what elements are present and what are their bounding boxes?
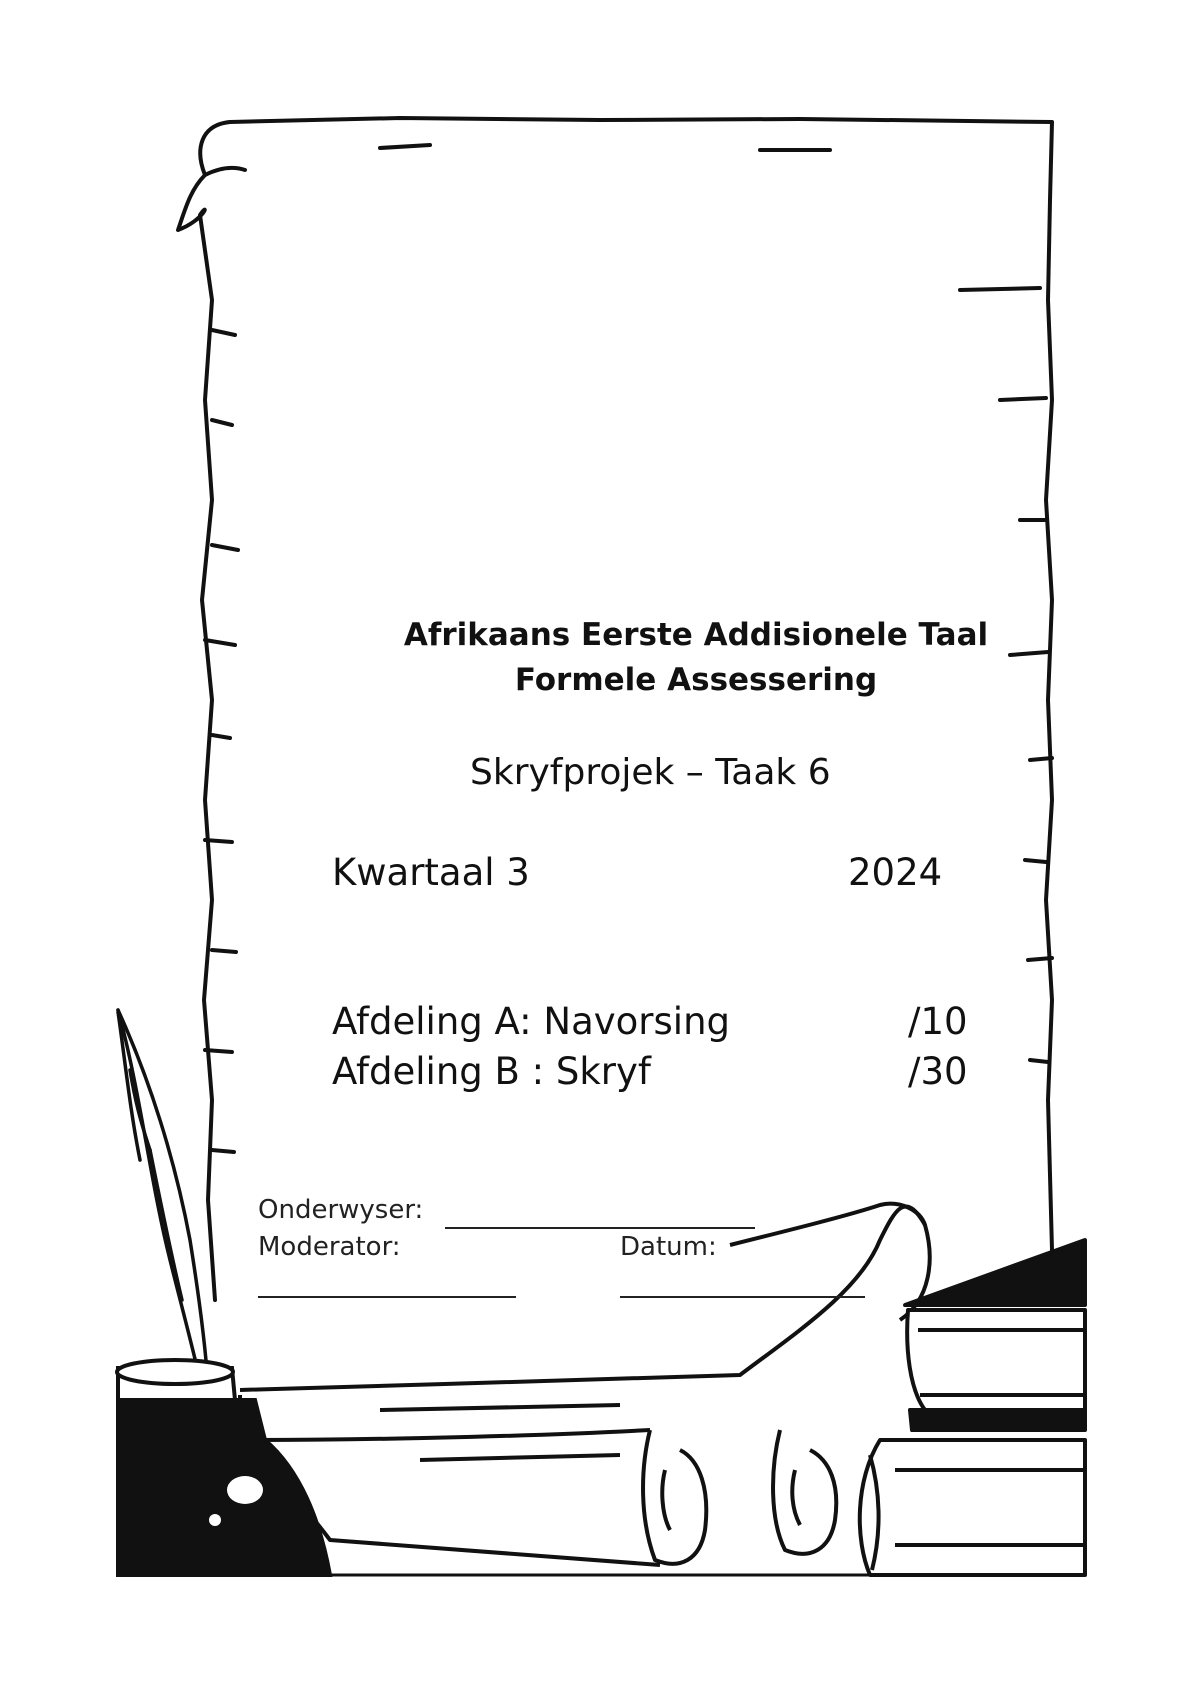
stacked-books-drawing: [860, 1240, 1085, 1575]
date-label: Datum:: [620, 1232, 717, 1262]
year-label: 2024: [848, 851, 943, 894]
teacher-label: Onderwyser:: [258, 1195, 424, 1225]
section-a-label: Afdeling A: Navorsing: [332, 1000, 731, 1043]
section-b-marks: /30: [908, 1050, 968, 1093]
moderator-signature-line[interactable]: [258, 1296, 516, 1298]
document-title: Afrikaans Eerste Addisionele Taal: [403, 617, 989, 653]
term-label: Kwartaal 3: [332, 851, 530, 894]
document-subtitle: Formele Assessering: [514, 662, 878, 698]
ink-bottle-drawing: [117, 1360, 330, 1575]
teacher-signature-line[interactable]: [445, 1227, 755, 1229]
moderator-label: Moderator:: [258, 1232, 401, 1262]
quill-pen-drawing: [118, 1010, 208, 1385]
date-line[interactable]: [620, 1296, 865, 1298]
task-title: Skryfprojek – Taak 6: [470, 752, 831, 793]
section-b-label: Afdeling B : Skryf: [332, 1050, 651, 1093]
parchment-scroll: [178, 118, 1052, 1300]
section-a-marks: /10: [908, 1000, 968, 1043]
